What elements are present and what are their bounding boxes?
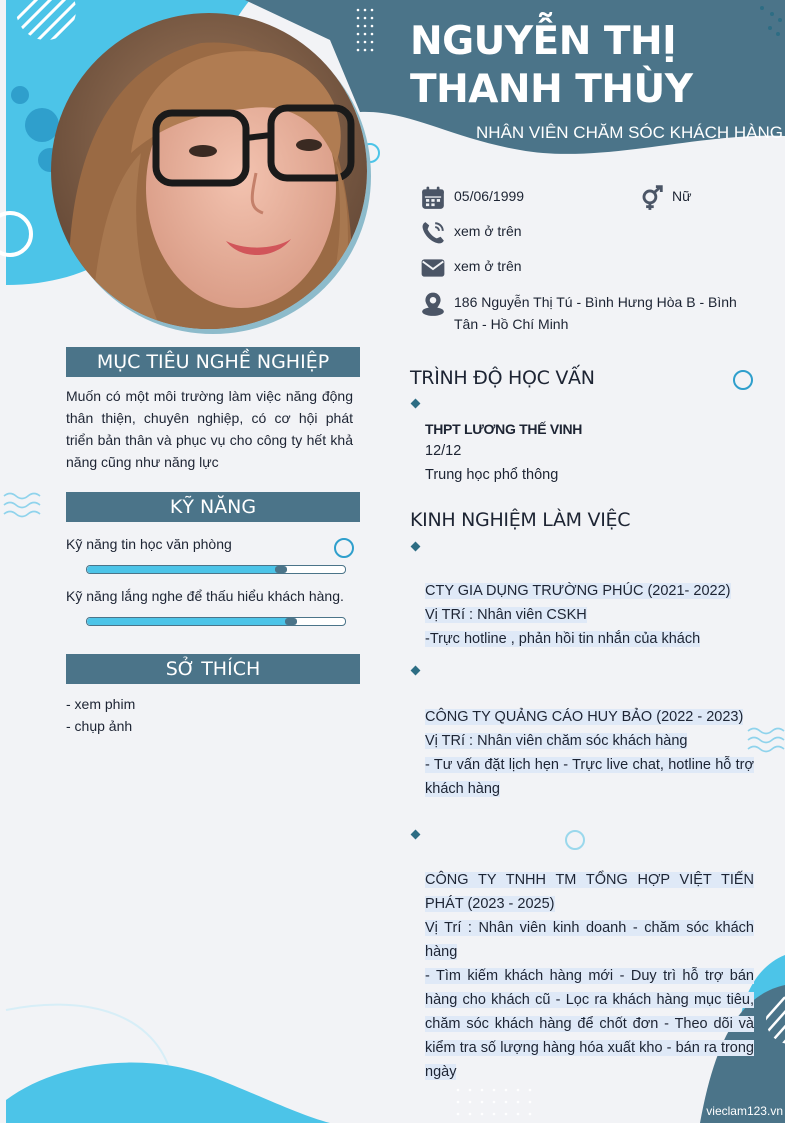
education-title: TRÌNH ĐỘ HỌC VẤN	[410, 367, 595, 389]
email-row	[420, 255, 522, 281]
birthday-row	[420, 185, 524, 211]
watermark[interactable]: vieclam123.vn	[706, 1104, 783, 1118]
profile-photo	[51, 13, 367, 329]
candidate-name	[410, 18, 780, 114]
address-row	[420, 291, 750, 335]
location-icon	[420, 291, 446, 317]
skill-label-2: Kỹ năng lắng nghe để thấu hiểu khách hàng.	[66, 588, 344, 604]
school-name: THPT LƯƠNG THẾ VINH	[425, 421, 583, 437]
skills-title: KỸ NĂNG	[66, 492, 360, 522]
skill-label-1: Kỹ năng tin học văn phòng	[66, 536, 232, 552]
gender-row	[638, 185, 691, 211]
experience-company: CÔNG TY TNHH TM TỔNG HỢP VIỆT TIẾN PHÁT (2023 - 2025)	[425, 872, 754, 912]
hobby-item: - xem phim	[66, 696, 136, 712]
job-title: NHÂN VIÊN CHĂM SÓC KHÁCH HÀNG	[476, 123, 783, 142]
name-line-1: NGUYỄN THỊ	[410, 19, 677, 64]
skill-bar-1-fill	[87, 566, 281, 573]
bottom-left-blob	[6, 1063, 330, 1123]
skill-bar-2-knob	[285, 618, 297, 625]
skill-bar-1	[86, 565, 346, 574]
experience-position: Vị Trí : Nhân viên kinh doanh - chăm sóc khách hàng	[425, 920, 754, 960]
experience-description: - Tư vấn đặt lịch hẹn - Trực live chat, hotline hỗ trợ khách hàng	[425, 757, 754, 797]
experience-item-1	[425, 579, 754, 651]
email-icon	[420, 255, 446, 281]
skill-bar-1-knob	[275, 566, 287, 573]
experience-item-2	[425, 705, 754, 801]
wave-left	[4, 494, 40, 517]
experience-position: Vị TRí : Nhân viên CSKH	[425, 607, 587, 623]
skill-bar-2	[86, 617, 346, 626]
phone-icon	[420, 220, 446, 246]
address-value: 186 Nguyễn Thị Tú - Bình Hưng Hòa B - Bình Tân - Hồ Chí Minh	[454, 294, 737, 332]
gender-value: Nữ	[672, 188, 692, 204]
experience-description: - Tìm kiếm khách hàng mới - Duy trì hỗ trợ bán hàng cho khách cũ - Lọc ra khách hàng mục tiêu, chăm sóc khách hàng để chốt đơn - Theo dõi và kiểm tra số lượng hàng hóa xuất kho - bán ra trong ngày	[425, 968, 754, 1080]
school-grade: 12/12	[425, 443, 462, 459]
profile-photo-illustration	[51, 13, 367, 329]
experience-item-3	[425, 868, 754, 1084]
phone-value: xem ở trên	[454, 223, 522, 239]
birthday-value: 05/06/1999	[454, 188, 525, 204]
calendar-icon	[420, 185, 446, 211]
skill-bar-2-fill	[87, 618, 291, 625]
hobby-item: - chụp ảnh	[66, 718, 133, 734]
hobbies-title: SỞ THÍCH	[66, 654, 360, 684]
objective-title: MỤC TIÊU NGHỀ NGHIỆP	[66, 347, 360, 377]
experience-company: CÔNG TY QUẢNG CÁO HUY BẢO (2022 - 2023)	[425, 709, 744, 725]
experience-description: -Trực hotline , phản hồi tin nhắn của khách	[425, 631, 701, 647]
objective-text: Muốn có một môi trường làm việc năng động thân thiện, chuyên nghiệp, có cơ hội phát triển bản thân và phục vụ cho công ty hết khả năng cũng như năng lực	[66, 388, 353, 470]
gender-icon	[638, 185, 664, 211]
phone-row	[420, 220, 522, 246]
school-level: Trung học phổ thông	[425, 467, 559, 483]
email-value: xem ở trên	[454, 258, 522, 274]
name-line-2: THANH THÙY	[410, 67, 693, 112]
experience-company: CTY GIA DỤNG TRƯỜNG PHÚC (2021- 2022)	[425, 583, 731, 599]
experience-title: KINH NGHIỆM LÀM VIỆC	[410, 509, 631, 531]
experience-position: Vị TRí : Nhân viên chăm sóc khách hàng	[425, 733, 688, 749]
